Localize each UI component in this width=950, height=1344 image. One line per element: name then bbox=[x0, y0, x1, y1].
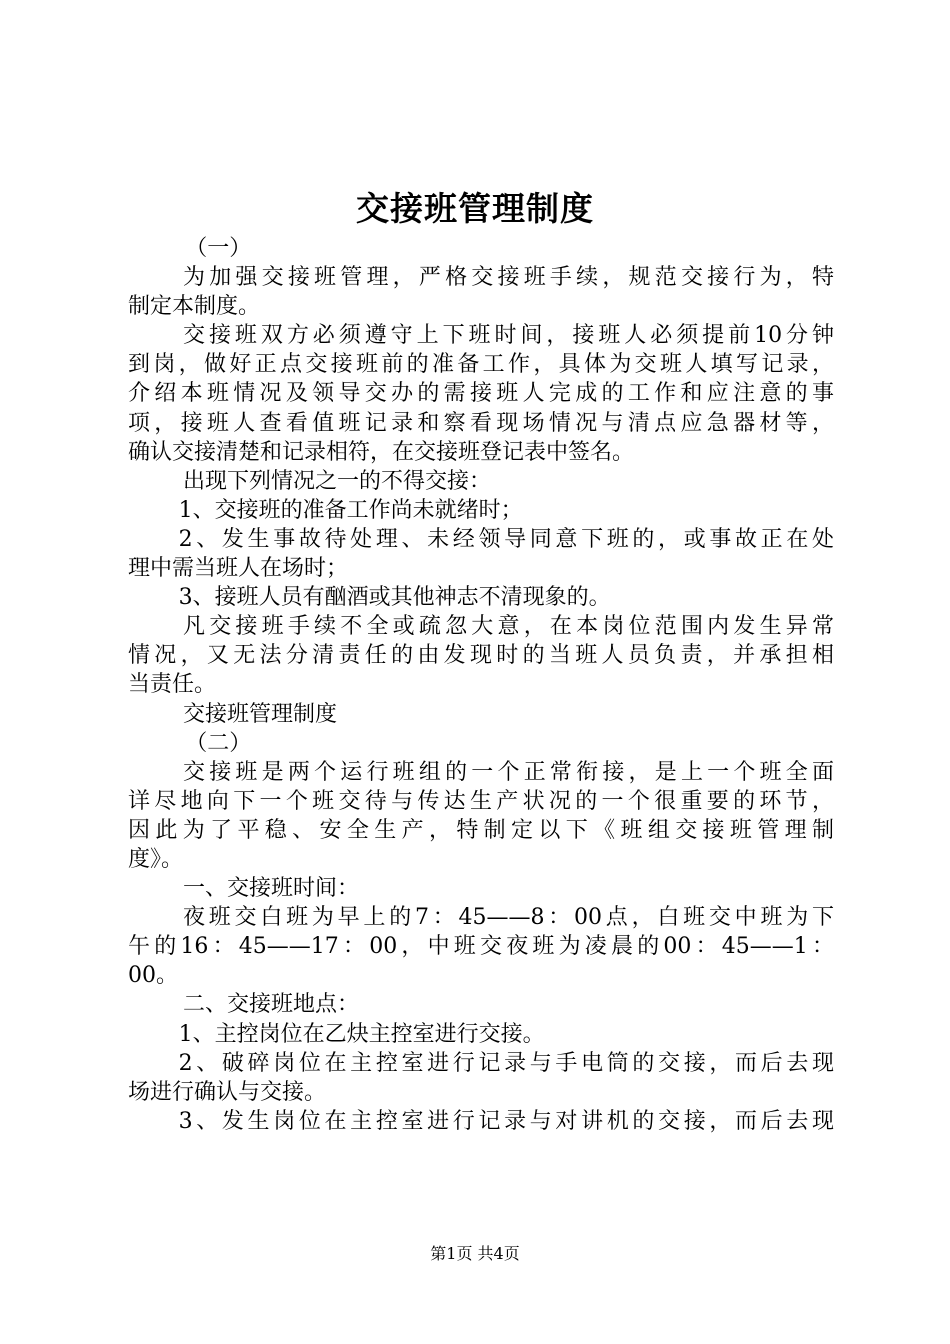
document-line: 为加强交接班管理，严格交接班手续，规范交接行为，特 bbox=[183, 265, 834, 291]
document-line: 二、交接班地点： bbox=[183, 992, 360, 1018]
document-line: （一） bbox=[185, 236, 252, 261]
document-line: 00。 bbox=[128, 963, 178, 989]
document-line: 出现下列情况之一的不得交接： bbox=[183, 468, 492, 494]
document-body bbox=[128, 234, 834, 1136]
document-line: 交接班是两个运行班组的一个正常衔接，是上一个班全面 bbox=[183, 759, 834, 785]
document-line: 1、交接班的准备工作尚未就绪时； bbox=[178, 497, 523, 523]
document-line: 2、破碎岗位在主控室进行记录与手电筒的交接，而后去现 bbox=[178, 1050, 834, 1076]
page-footer: 第1页 共4页 bbox=[430, 1244, 520, 1263]
document-line: 确认交接清楚和记录相符，在交接班登记表中签名。 bbox=[128, 439, 635, 465]
document-line: 2、发生事故待处理、未经领导同意下班的，或事故正在处 bbox=[178, 526, 834, 552]
document-line: 凡交接班手续不全或疏忽大意，在本岗位范围内发生异常 bbox=[183, 614, 834, 640]
document-line: 交接班双方必须遵守上下班时间，接班人必须提前10分钟 bbox=[183, 323, 834, 349]
document-line: 场进行确认与交接。 bbox=[128, 1079, 327, 1105]
document-line: 夜班交白班为早上的7：45——8：00点，白班交中班为下 bbox=[183, 905, 834, 931]
document-line: 项，接班人查看值班记录和察看现场情况与清点应急器材等， bbox=[128, 410, 834, 436]
document-line: 当责任。 bbox=[128, 672, 217, 698]
document-line: 1、主控岗位在乙炔主控室进行交接。 bbox=[178, 1021, 545, 1047]
document-line: 情况，又无法分清责任的由发现时的当班人员负责，并承担相 bbox=[128, 643, 834, 669]
document-line: 详尽地向下一个班交待与传达生产状况的一个很重要的环节， bbox=[128, 788, 834, 814]
document-line: 制定本制度。 bbox=[128, 294, 261, 320]
document-line: 到岗，做好正点交接班前的准备工作，具体为交班人填写记录， bbox=[128, 352, 834, 378]
document-line: 理中需当班人在场时； bbox=[128, 556, 349, 582]
document-line: 因此为了平稳、安全生产，特制定以下《班组交接班管理制 bbox=[128, 817, 834, 843]
document-line: 一、交接班时间： bbox=[183, 876, 360, 902]
document-line: 交接班管理制度 bbox=[183, 701, 338, 727]
document-line: 度》。 bbox=[128, 846, 184, 872]
document-line: 介绍本班情况及领导交办的需接班人完成的工作和应注意的事 bbox=[128, 381, 834, 407]
document-title: 交接班管理制度 bbox=[356, 189, 594, 228]
document-line: （二） bbox=[185, 730, 252, 756]
document-line: 午的16：45——17：00，中班交夜班为凌晨的00：45——1： bbox=[128, 934, 834, 960]
document-line: 3、接班人员有酗酒或其他神志不清现象的。 bbox=[178, 585, 611, 611]
document-line: 3、发生岗位在主控室进行记录与对讲机的交接，而后去现 bbox=[178, 1108, 834, 1134]
